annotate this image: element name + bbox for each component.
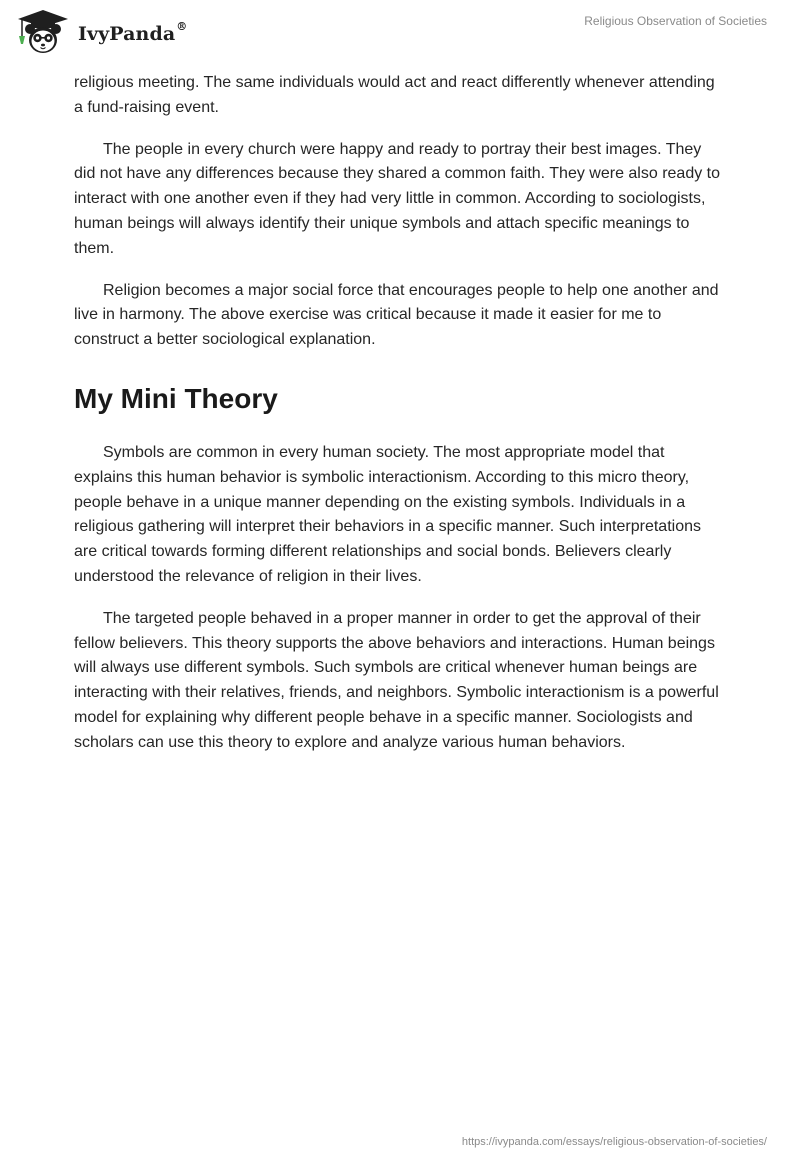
registered-mark: ® xyxy=(176,20,188,33)
panda-graduate-icon xyxy=(14,8,72,56)
source-url[interactable]: https://ivypanda.com/essays/religious-observation-of-societies/ xyxy=(461,1136,767,1148)
paragraph-3: Religion becomes a major social force that encourages people to help one another and live in harmony. The above exercise was critical because it made it easier for me to construct a better sociological explanation. xyxy=(74,281,719,349)
paragraph-2: The people in every church were happy and ready to portray their best images. They did not have any differences because they shared a common faith. They were also ready to interact with one another even if they had very little in common. According to sociologists, human beings will always identify their unique symbols and attach specific meanings to them. xyxy=(74,140,721,257)
article-body xyxy=(74,71,724,773)
document-title: Religious Observation of Societies xyxy=(584,14,767,28)
section-heading: My Mini Theory xyxy=(74,382,278,414)
brand-name: IvyPanda® xyxy=(78,20,188,45)
brand-logo[interactable] xyxy=(14,8,187,56)
paragraph-5: The targeted people behaved in a proper manner in order to get the approval of their fellow believers. This theory supports the above behaviors and interactions. Human beings will always use different symbols. Such symbols are critical whenever human beings are interacting with their relatives, friends, and neighbors. Symbolic interactionism is a powerful model for explaining why different people behave in a specific manner. Sociologists and scholars can use this theory to explore and analyze various human behaviors. xyxy=(74,609,719,751)
paragraph-4: Symbols are common in every human society. The most appropriate model that explains this human behavior is symbolic interactionism. According to this micro theory, people behave in a unique manner depending on the existing symbols. Individuals in a religious gathering will interpret their behaviors in a specific manner. Such interpretations are critical towards forming different relationships and social bonds. Believers clearly understood the relevance of religion in their lives. xyxy=(74,443,701,585)
paragraph-1: religious meeting. The same individuals would act and react differently whenever attending a fund-raising event. xyxy=(74,74,715,116)
page-header xyxy=(0,0,800,64)
